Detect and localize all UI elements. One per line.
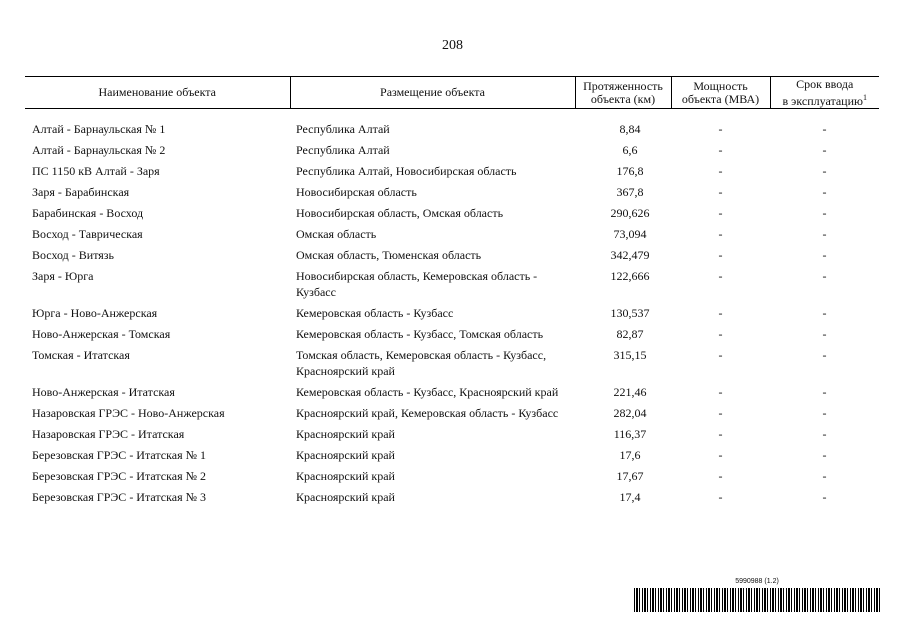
object-power-cell: -: [718, 406, 723, 420]
object-term-cell: -: [822, 448, 827, 462]
object-placement-cell: Красноярский край: [296, 448, 395, 462]
table-row: [25, 245, 879, 266]
header-term: Срок ввода в эксплуатацию$^1$: [770, 77, 879, 109]
object-name-cell: Березовская ГРЭС - Итатская № 3: [32, 490, 207, 504]
table-row: [25, 182, 879, 203]
object-term-cell: -: [822, 206, 827, 220]
object-term-cell: -: [822, 406, 827, 420]
page-number: 208: [442, 38, 463, 53]
object-term-cell: -: [822, 164, 827, 178]
object-term-cell: -: [822, 348, 827, 362]
object-power-cell: -: [718, 327, 723, 341]
object-placement-cell: Республика Алтай: [296, 143, 390, 157]
footnote-mark: 1: [862, 92, 867, 102]
object-length-cell: 367,8: [616, 185, 644, 199]
object-length-cell: 130,537: [610, 306, 650, 320]
object-placement-cell: Омская область, Тюменская область: [296, 248, 482, 262]
header-length: Протяженность объекта (км): [575, 77, 671, 109]
object-placement-cell: Республика Алтай, Новосибирская область: [296, 164, 517, 178]
object-length-cell: 17,6: [619, 448, 641, 462]
object-name-cell: Восход - Витязь: [32, 248, 115, 262]
object-placement-cell: Республика Алтай: [296, 122, 390, 136]
table-row: [25, 424, 879, 445]
object-placement-cell: Красноярский край: [296, 469, 395, 483]
object-length-cell: 17,67: [616, 469, 644, 483]
object-name-cell: Восход - Таврическая: [32, 227, 143, 241]
object-length-cell: 122,666: [610, 269, 650, 283]
barcode-bars-icon: [634, 588, 880, 612]
object-placement-cell: Кемеровская область - Кузбасс: [296, 306, 454, 320]
object-placement-cell: Омская область: [296, 227, 377, 241]
object-term-cell: -: [822, 306, 827, 320]
object-power-cell: -: [718, 306, 723, 320]
barcode-label: 5990988 (1.2): [735, 578, 779, 585]
object-length-cell: 221,46: [613, 385, 647, 399]
object-placement-cell: Томская область, Кемеровская область - Кузбасс, Красноярский край: [296, 348, 547, 378]
table-row: [25, 140, 879, 161]
header-power: Мощность объекта (МВА): [671, 77, 770, 109]
object-power-cell: -: [718, 143, 723, 157]
header-placement: Размещение объекта: [290, 77, 575, 109]
object-name-cell: Барабинская - Восход: [32, 206, 144, 220]
object-placement-cell: Новосибирская область, Омская область: [296, 206, 504, 220]
object-length-cell: 282,04: [613, 406, 647, 420]
object-length-cell: 342,479: [610, 248, 650, 262]
object-term-cell: -: [822, 327, 827, 341]
object-power-cell: -: [718, 122, 723, 136]
object-power-cell: -: [718, 164, 723, 178]
object-name-cell: Березовская ГРЭС - Итатская № 1: [32, 448, 207, 462]
object-term-cell: -: [822, 122, 827, 136]
object-length-cell: 17,4: [619, 490, 641, 504]
object-power-cell: -: [718, 427, 723, 441]
object-placement-cell: Кемеровская область - Кузбасс, Красноярский край: [296, 385, 559, 399]
table-row: [25, 466, 879, 487]
object-term-cell: -: [822, 185, 827, 199]
object-power-cell: -: [718, 227, 723, 241]
object-placement-cell: Красноярский край: [296, 490, 395, 504]
object-length-cell: 6,6: [622, 143, 638, 157]
object-length-cell: 73,094: [613, 227, 647, 241]
object-power-cell: -: [718, 206, 723, 220]
table-row: [25, 119, 879, 140]
object-power-cell: -: [718, 248, 723, 262]
object-term-cell: -: [822, 269, 827, 283]
table-row: [25, 224, 879, 245]
object-placement-cell: Кемеровская область - Кузбасс, Томская область: [296, 327, 544, 341]
object-term-cell: -: [822, 143, 827, 157]
table-row: [25, 303, 879, 324]
object-name-cell: Алтай - Барнаульская № 1: [32, 122, 166, 136]
object-name-cell: Заря - Барабинская: [32, 185, 130, 199]
object-placement-cell: Новосибирская область: [296, 185, 417, 199]
table-row: [25, 266, 879, 303]
object-name-cell: Назаровская ГРЭС - Ново-Анжерская: [32, 406, 225, 420]
object-placement-cell: Красноярский край: [296, 427, 395, 441]
object-name-cell: Заря - Юрга: [32, 269, 94, 283]
object-name-cell: Юрга - Ново-Анжерская: [32, 306, 158, 320]
table-row: [25, 445, 879, 466]
table-row: [25, 382, 879, 403]
object-power-cell: -: [718, 469, 723, 483]
table-row: [25, 161, 879, 182]
object-name-cell: Назаровская ГРЭС - Итатская: [32, 427, 185, 441]
table-body: [25, 109, 879, 509]
barcode: [634, 578, 880, 618]
object-power-cell: -: [718, 185, 723, 199]
table-row: [25, 487, 879, 508]
table-row: [25, 203, 879, 224]
table-row: [25, 324, 879, 345]
object-term-cell: -: [822, 227, 827, 241]
object-length-cell: 176,8: [616, 164, 644, 178]
object-length-cell: 8,84: [619, 122, 641, 136]
object-term-cell: -: [822, 490, 827, 504]
table-header: [25, 77, 879, 109]
object-length-cell: 315,15: [613, 348, 647, 362]
object-length-cell: 290,626: [610, 206, 650, 220]
object-length-cell: 116,37: [613, 427, 647, 441]
object-power-cell: -: [718, 385, 723, 399]
object-term-cell: -: [822, 427, 827, 441]
object-name-cell: Ново-Анжерская - Итатская: [32, 385, 175, 399]
object-term-cell: -: [822, 469, 827, 483]
object-name-cell: Ново-Анжерская - Томская: [32, 327, 171, 341]
object-term-cell: -: [822, 385, 827, 399]
object-power-cell: -: [718, 490, 723, 504]
object-power-cell: -: [718, 448, 723, 462]
object-name-cell: Томская - Итатская: [32, 348, 130, 362]
object-placement-cell: Новосибирская область, Кемеровская область - Кузбасс: [296, 269, 538, 299]
header-name: Наименование объекта: [25, 77, 290, 109]
object-name-cell: Березовская ГРЭС - Итатская № 2: [32, 469, 207, 483]
object-power-cell: -: [718, 269, 723, 283]
object-power-cell: -: [718, 348, 723, 362]
table-row: [25, 345, 879, 382]
object-term-cell: -: [822, 248, 827, 262]
object-placement-cell: Красноярский край, Кемеровская область - Кузбасс: [296, 406, 559, 420]
object-name-cell: Алтай - Барнаульская № 2: [32, 143, 166, 157]
object-length-cell: 82,87: [616, 327, 644, 341]
objects-table: [25, 76, 879, 508]
table-row: [25, 403, 879, 424]
object-name-cell: ПС 1150 кВ Алтай - Заря: [32, 164, 160, 178]
